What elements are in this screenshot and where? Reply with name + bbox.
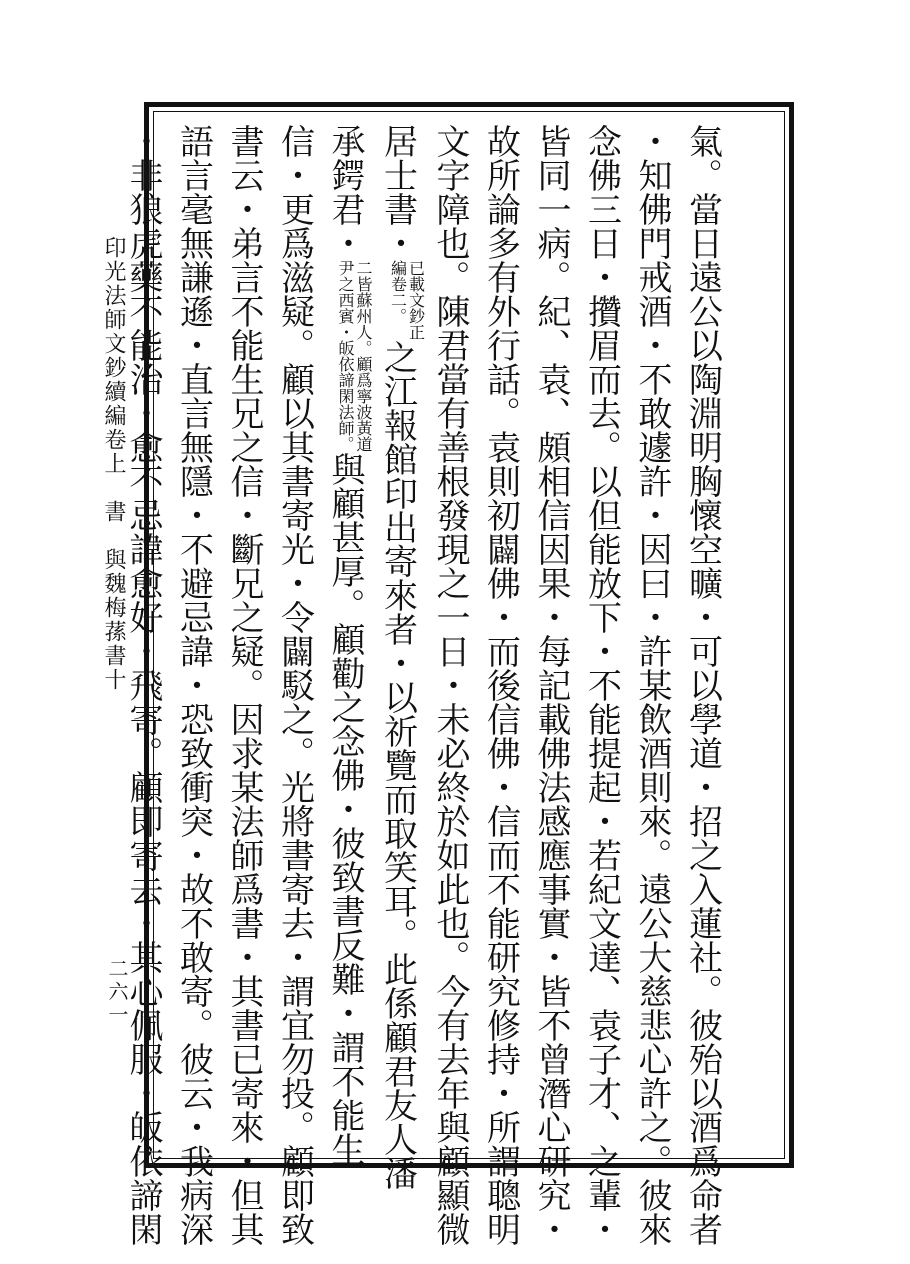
text-column — [377, 124, 426, 1190]
running-title: 印光法師文鈔續編卷上 書 與魏梅蓀書十 — [101, 236, 126, 692]
text-column: ・知佛門戒酒・不敢遽許・因曰・許某飲酒則來。遠公大慈悲心許之。彼來 — [632, 124, 672, 1246]
column-text: 居士書・ — [377, 124, 418, 260]
text-column: ・非狼虎藥不能治・愈不忌諱愈好・飛寄。顧即寄去・其心佩服・皈依諦閑 — [123, 124, 163, 1246]
column-text: 承鍔君・ — [325, 124, 365, 260]
text-column — [325, 124, 373, 1166]
text-column: 念佛三日・攢眉而去。以但能放下・不能提起・若紀文達、袁子才、之輩・ — [581, 124, 622, 1246]
column-text: 之江報館印出寄來者・以祈覽而取笑耳。此係顧君友人潘 — [377, 340, 418, 1190]
page-number: 二六一 — [105, 958, 129, 1027]
column-text: 與顧甚厚。顧勸之念佛・彼致書反難・謂不能生 — [325, 452, 365, 1166]
text-column: 氣。當日遠公以陶淵明胸懷空曠・可以學道・招之入蓮社。彼殆以酒爲命者 — [682, 124, 723, 1246]
text-body — [123, 124, 778, 1246]
text-column: 書云・弟言不能生兄之信・斷兄之疑。因求某法師爲書・其書已寄來・但其 — [224, 124, 264, 1246]
text-column: 文字障也。陳君當有善根發現之一日・未必終於如此也。今有去年與顧顯微 — [430, 124, 470, 1246]
text-column: 語言毫無謙遜・直言無隱・不避忌諱・恐致衝突・故不敢寄。彼云・我病深 — [173, 124, 214, 1246]
text-column: 皆同一病。紀、袁、頗相信因果・每記載佛法感應事實・皆不曾潛心研究・ — [531, 124, 571, 1246]
interlinear-note: 二皆蘇州人。顧爲寧波黃道 尹之西賓・皈依諦閑法師。 — [336, 260, 373, 452]
interlinear-note: 已載文鈔正 編卷二。 — [388, 260, 426, 340]
text-column: 信・更爲滋疑。顧以其書寄光・令闢駁之。光將書寄去・謂宜勿投。顧即致 — [274, 124, 315, 1246]
text-column: 故所論多有外行話。袁則初闢佛・而後信佛・信而不能研究修持・所謂聰明 — [480, 124, 521, 1246]
